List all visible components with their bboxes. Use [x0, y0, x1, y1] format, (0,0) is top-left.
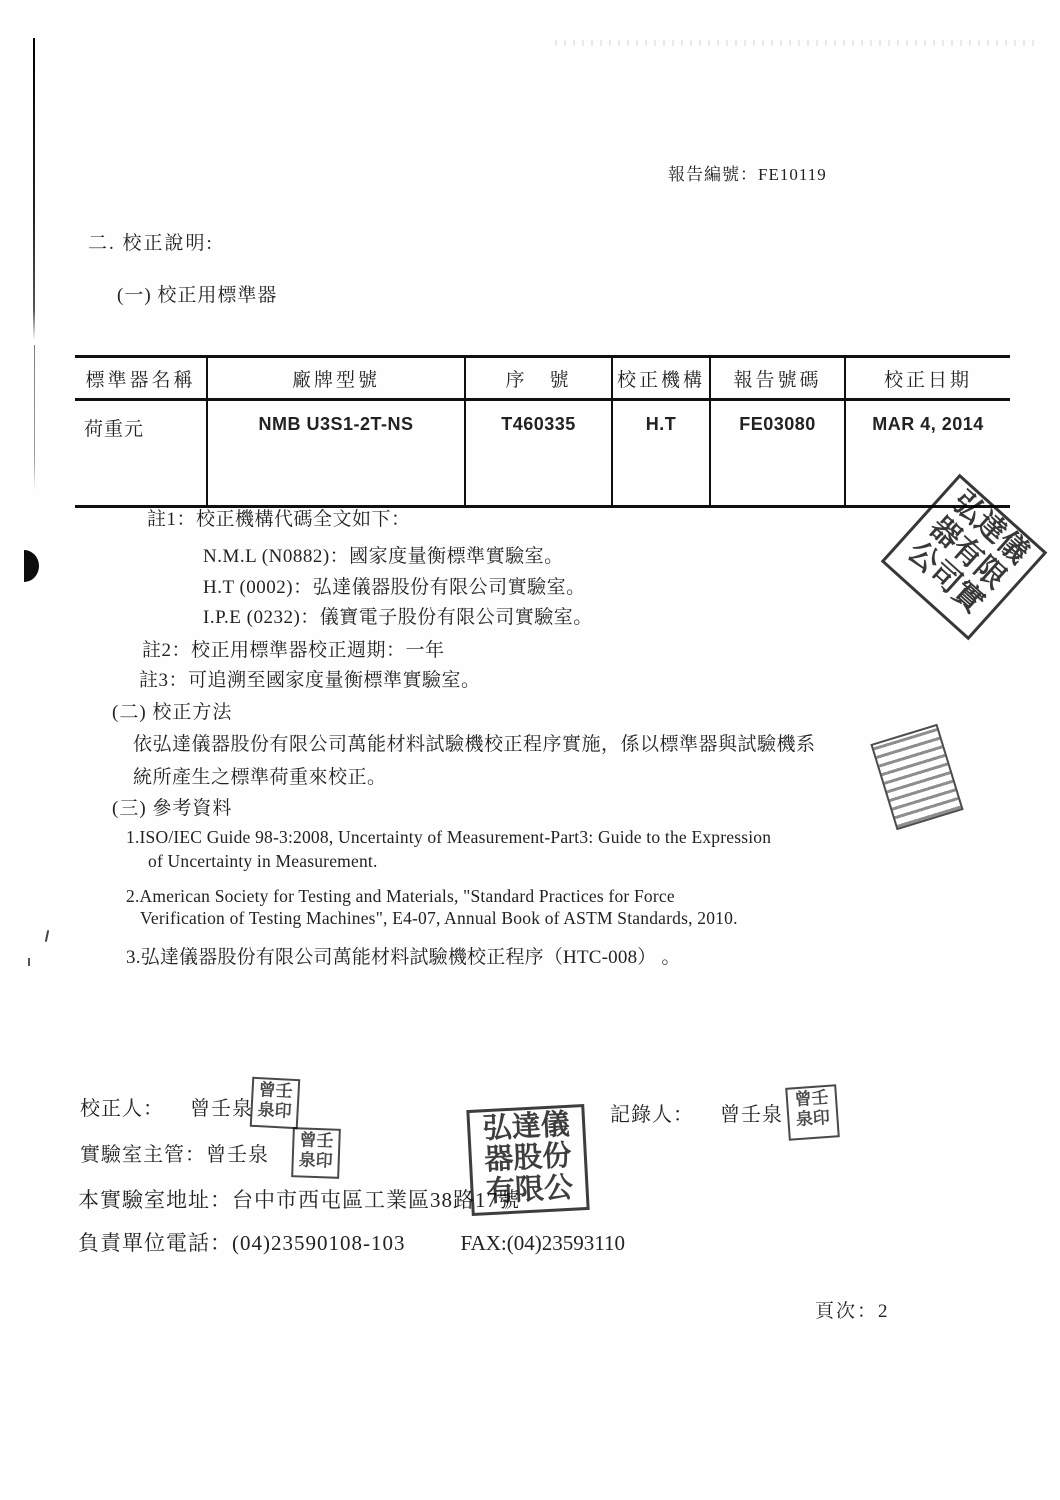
- scan-artifact-edge-line: [33, 38, 35, 340]
- reference-3-line: 3.弘達儀器股份有限公司萬能材料試驗機校正程序（HTC-008） 。: [126, 947, 681, 968]
- col-header-report-no: 報告號碼: [710, 357, 845, 400]
- lab-address-label: 本實驗室地址：: [78, 1188, 232, 1212]
- col-header-standard-name: 標準器名稱: [85, 369, 196, 391]
- scan-artifact-mark: [45, 930, 49, 942]
- col-header-cal-date: 校正日期: [845, 357, 1010, 400]
- cell-cal-agency: H.T: [612, 400, 710, 507]
- subsection-2-heading: (二) 校正方法: [112, 702, 233, 723]
- phone-value: (04)23590108-103: [232, 1231, 406, 1255]
- cell-standard-name: 荷重元: [84, 419, 145, 440]
- report-number-label: 報告編號：: [668, 165, 758, 184]
- page-number-line: [815, 1296, 890, 1323]
- calibrator-seal-stamp: [250, 1077, 301, 1129]
- reference-1-line-1: 1.ISO/IEC Guide 98-3:2008, Uncertainty of Measurement-Part3: Guide to the Expression: [126, 827, 772, 847]
- col-header-cal-agency: 校正機構: [612, 357, 710, 400]
- col-header-brand-model: 廠牌型號: [207, 357, 465, 400]
- recorder-name: 曾壬泉: [720, 1104, 783, 1126]
- note-1-line: 註1：校正機構代碼全文如下：: [147, 509, 411, 530]
- page-number-label: 頁次：: [815, 1301, 879, 1322]
- fax-value: FAX:(04)23593110: [460, 1231, 625, 1255]
- note-1-item-ipe: I.P.E (0232)：儀寶電子股份有限公司實驗室。: [203, 607, 593, 628]
- calibrator-line: [80, 1092, 253, 1121]
- page-number-value: 2: [878, 1301, 890, 1322]
- cell-brand-model: NMB U3S1-2T-NS: [207, 400, 465, 507]
- section-heading: 二. 校正說明:: [88, 233, 214, 254]
- note-1-item-nml: N.M.L (N0882)：國家度量衡標準實驗室。: [203, 546, 564, 567]
- seal-glyphs: 弘達儀器股份有限公: [481, 1108, 574, 1208]
- scan-artifact-noise-band: [555, 40, 1040, 46]
- method-paragraph-line-2: 統所產生之標準荷重來校正。: [133, 767, 387, 788]
- company-seal-stamp: [466, 1104, 589, 1216]
- supervisor-line: [80, 1138, 269, 1167]
- report-number-line: [668, 160, 827, 185]
- note-1-item-ht: H.T (0002)：弘達儀器股份有限公司實驗室。: [203, 577, 586, 598]
- reference-1-line-2: of Uncertainty in Measurement.: [148, 851, 378, 871]
- recorder-line: [610, 1098, 783, 1127]
- col-header-serial-no: 序 號: [465, 357, 612, 400]
- cell-cal-date: MAR 4, 2014: [845, 400, 1010, 507]
- scan-artifact-ink-blob: [24, 550, 39, 582]
- seal-glyphs: 曾壬泉印: [257, 1080, 294, 1121]
- seal-glyphs: 曾壬泉印: [298, 1130, 334, 1171]
- method-paragraph-line-1: 依弘達儀器股份有限公司萬能材料試驗機校正程序實施，係以標準器與試驗機系: [133, 734, 816, 755]
- supervisor-seal-stamp: [291, 1127, 341, 1179]
- seal-glyphs: 曾壬泉印: [793, 1087, 831, 1130]
- phone-label: 負責單位電話：: [78, 1231, 232, 1255]
- note-3-line: 註3：可追溯至國家度量衡標準實驗室。: [139, 670, 481, 691]
- supervisor-name: 曾壬泉: [206, 1144, 269, 1166]
- table-row: [75, 400, 1010, 507]
- recorder-seal-stamp: [785, 1084, 840, 1140]
- phone-line: [78, 1227, 625, 1257]
- subsection-3-heading: (三) 參考資料: [112, 798, 233, 819]
- report-number-value: FE10119: [758, 165, 827, 184]
- lab-address-value: 台中市西屯區工業區38路17號: [232, 1188, 520, 1212]
- seal-glyphs: 弘達儀器有限公司實: [900, 485, 1035, 620]
- cell-serial-no: T460335: [465, 400, 612, 507]
- subsection-1-heading: (一) 校正用標準器: [117, 285, 278, 306]
- supervisor-label: 實驗室主管：: [80, 1144, 206, 1166]
- scan-artifact-edge-line-faint: [34, 345, 35, 490]
- scan-artifact-mark: [28, 958, 30, 966]
- small-label-stamp: [870, 724, 963, 831]
- reference-2-line-2: Verification of Testing Machines", E4-07, Annual Book of ASTM Standards, 2010.: [140, 908, 738, 928]
- table-header-row: [75, 357, 1010, 400]
- note-2-line: 註2：校正用標準器校正週期：一年: [142, 640, 445, 661]
- cell-report-no: FE03080: [710, 400, 845, 507]
- calibrator-label: 校正人：: [80, 1098, 164, 1120]
- recorder-label: 記錄人：: [610, 1104, 694, 1126]
- reference-2-line-1: 2.American Society for Testing and Materials, "Standard Practices for Force: [126, 886, 675, 906]
- standards-table: [75, 355, 1010, 508]
- lab-address-line: [78, 1184, 520, 1214]
- calibrator-name: 曾壬泉: [190, 1098, 253, 1120]
